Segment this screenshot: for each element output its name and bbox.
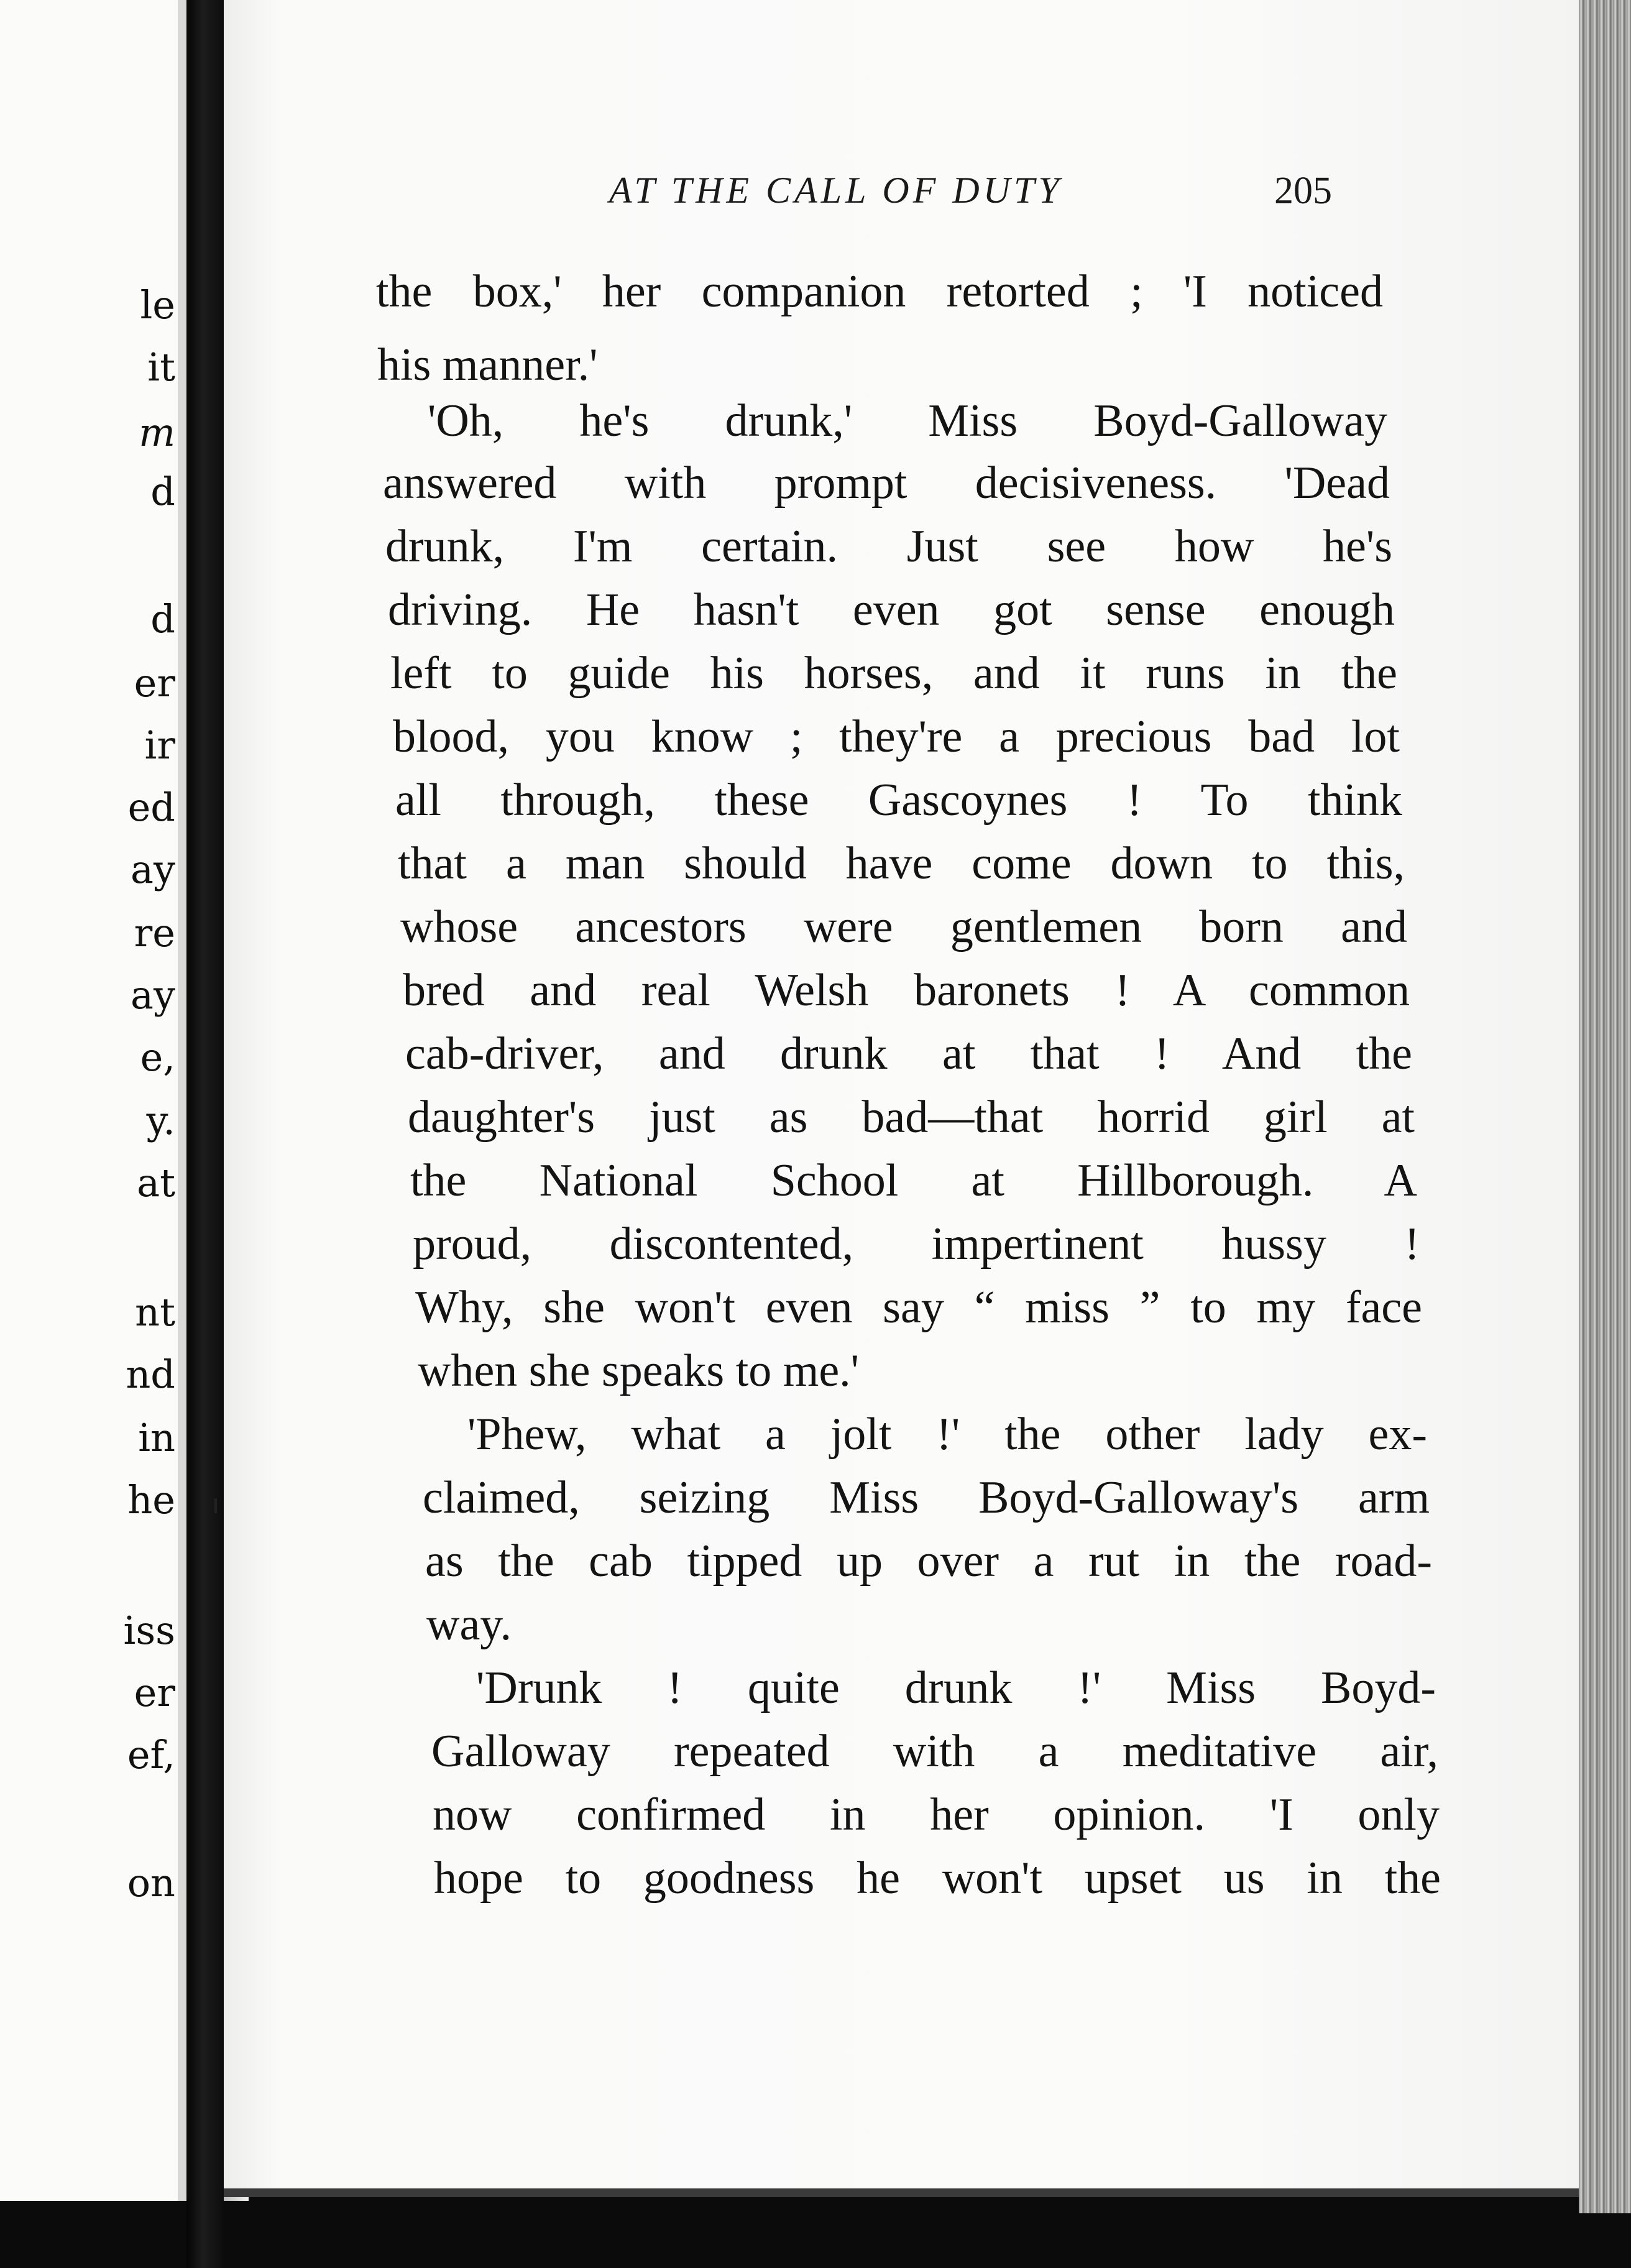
left-page-fragment: d — [150, 469, 175, 514]
text-line: the box,' her companion retorted ; 'I noticed — [376, 266, 1383, 317]
left-page-fragment: at — [137, 1160, 175, 1205]
left-page-fragment: le — [140, 282, 175, 328]
text-line: as the cab tipped up over a rut in the road- — [425, 1536, 1432, 1587]
left-page-fragment: m — [139, 410, 175, 455]
text-line: driving. He hasn't even got sense enough — [388, 584, 1395, 635]
left-page-fragment: ay — [131, 847, 175, 892]
running-head: AT THE CALL OF DUTY — [609, 170, 1063, 211]
left-page-fragment: nd — [126, 1352, 175, 1397]
left-page-fragment: in — [138, 1415, 175, 1460]
left-page-fragment: e, — [140, 1035, 175, 1080]
text-line: 'Drunk ! quite drunk !' Miss Boyd- — [476, 1662, 1436, 1713]
text-line: whose ancestors were gentlemen born and — [400, 901, 1407, 952]
left-page-fragment: ef, — [127, 1732, 175, 1777]
left-page-fragment: ed — [127, 785, 175, 830]
text-line: claimed, seizing Miss Boyd-Galloway's arm — [423, 1472, 1430, 1523]
text-line: daughter's just as bad—that horrid girl at — [408, 1092, 1415, 1143]
text-line: drunk, I'm certain. Just see how he's — [385, 521, 1392, 572]
text-line: proud, discontented, impertinent hussy ! — [413, 1219, 1420, 1270]
left-page-fragment: he — [127, 1477, 175, 1523]
text-line: blood, you know ; they're a precious bad lot — [393, 711, 1400, 762]
text-line: left to guide his horses, and it runs in the — [390, 648, 1397, 699]
page-number: 205 — [1274, 170, 1332, 212]
left-page-fragment: iss — [123, 1608, 175, 1653]
text-line: Galloway repeated with a meditative air, — [431, 1726, 1438, 1777]
text-line: bred and real Welsh baronets ! A common — [403, 965, 1410, 1016]
left-page-fragment: y. — [146, 1098, 175, 1143]
text-line: cab-driver, and drunk at that ! And the — [405, 1028, 1412, 1079]
left-page-fragment: ir — [144, 722, 175, 768]
text-line: Why, she won't even say “ miss ” to my face — [415, 1282, 1422, 1333]
left-page-fragment: er — [134, 660, 175, 706]
left-page-fragment: ay — [131, 972, 175, 1018]
text-line: the National School at Hillborough. A — [410, 1155, 1417, 1206]
text-line: hope to goodness he won't upset us in the — [434, 1853, 1441, 1904]
text-line: now confirmed in her opinion. 'I only — [433, 1789, 1440, 1840]
text-line: all through, these Gascoynes ! To think — [395, 775, 1402, 826]
text-line: way. — [426, 1599, 512, 1650]
text-line: answered with prompt decisiveness. 'Dead — [383, 458, 1390, 509]
left-page-fragment: re — [134, 910, 175, 956]
left-page-fragment: d — [150, 596, 175, 642]
text-line: when she speaks to me.' — [418, 1345, 860, 1396]
left-page-fragment: it — [147, 344, 175, 390]
left-page-fragment: er — [134, 1670, 175, 1715]
left-page-fragment: on — [127, 1860, 175, 1906]
left-page-fragment: nt — [135, 1289, 175, 1335]
text-line: 'Oh, he's drunk,' Miss Boyd-Galloway — [428, 395, 1387, 446]
text-line: his manner.' — [377, 339, 598, 390]
text-line: that a man should have come down to this, — [398, 838, 1405, 889]
text-line: 'Phew, what a jolt !' the other lady ex- — [467, 1409, 1427, 1460]
